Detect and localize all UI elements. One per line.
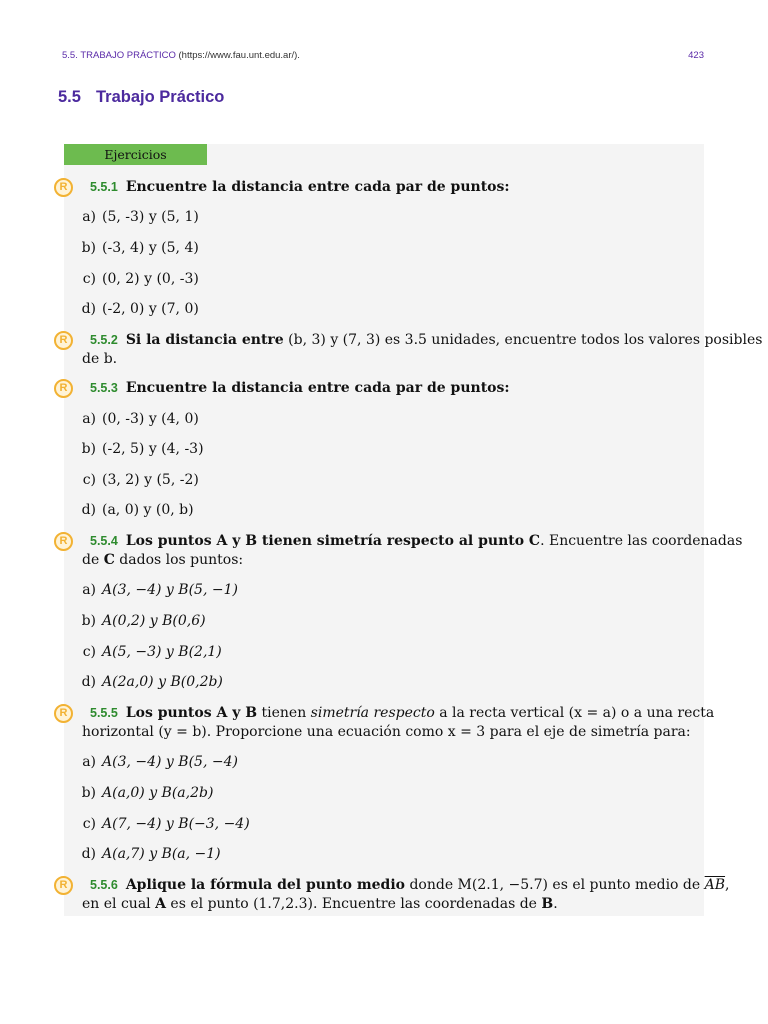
item-label: b) [81, 441, 96, 457]
item-text: (3, 2) y (5, -2) [102, 472, 199, 488]
item-text: (0, 2) y (0, -3) [102, 271, 199, 287]
list-item [70, 815, 250, 833]
item-label: a) [82, 209, 96, 225]
section-title [58, 88, 224, 107]
list-item [70, 501, 194, 519]
exercise-number: 5.5.2 [90, 333, 118, 347]
item-text: (5, -3) y (5, 1) [102, 209, 199, 225]
list-item [70, 673, 223, 691]
item-text: A(a,0) y B(a,2b) [102, 785, 214, 801]
list-item [70, 581, 238, 599]
exercise-5-5-1 [90, 178, 510, 196]
item-label: b) [81, 613, 96, 629]
line2-bold: C [103, 552, 115, 568]
exercise-5-5-5 [90, 704, 714, 722]
exercise-bold: Aplique la fórmula del punto medio [125, 877, 405, 893]
item-label: a) [82, 411, 96, 427]
item-text: A(0,2) y B(0,6) [102, 613, 206, 629]
answer-badge-icon[interactable]: R [54, 178, 73, 197]
exercise-number: 5.5.4 [90, 534, 118, 548]
exercise-text: donde M(2.1, −5.7) es el punto medio de [405, 877, 705, 893]
list-item [70, 753, 238, 771]
exercise-tail: , [725, 877, 730, 893]
exercise-line2: de b. [82, 351, 118, 367]
exercise-bold: Si la distancia entre [125, 332, 284, 348]
item-label: b) [81, 240, 96, 256]
section-title-text: Trabajo Práctico [96, 88, 225, 106]
list-item [70, 300, 199, 318]
list-item [70, 845, 221, 863]
page-number: 423 [688, 50, 704, 61]
item-label: c) [82, 816, 96, 832]
exercise-number: 5.5.1 [90, 180, 118, 194]
item-text: A(2a,0) y B(0,2b) [102, 674, 223, 690]
exercise-number: 5.5.6 [90, 878, 118, 892]
exercise-5-5-6 [90, 876, 730, 894]
item-text: A(3, −4) y B(5, −4) [102, 754, 238, 770]
item-label: a) [82, 754, 96, 770]
item-text: A(5, −3) y B(2,1) [102, 644, 222, 660]
list-item [70, 643, 222, 661]
item-text: (-2, 5) y (4, -3) [102, 441, 204, 457]
item-label: d) [81, 846, 96, 862]
line2-pre: de [82, 552, 104, 568]
exercise-bold: Los puntos A y B tienen simetría respecto al punto C [125, 533, 541, 549]
line2-bold-a: A [155, 896, 166, 912]
exercises-tab: Ejercicios [64, 144, 207, 165]
exercise-5-5-3 [90, 379, 510, 397]
exercise-line2 [82, 551, 243, 569]
exercise-text: (b, 3) y (7, 3) es 3.5 unidades, encuentre todos los valores posibles [283, 332, 763, 348]
item-text: (0, -3) y (4, 0) [102, 411, 199, 427]
exercise-number: 5.5.3 [90, 381, 118, 395]
item-text: A(3, −4) y B(5, −1) [102, 582, 238, 598]
list-item [70, 270, 199, 288]
item-label: c) [82, 271, 96, 287]
list-item [70, 471, 199, 489]
exercise-line2: horizontal (y = b). Proporcione una ecuación como x = 3 para el eje de simetría para: [82, 724, 691, 740]
header-section-label: 5.5. TRABAJO PRÁCTICO [62, 50, 176, 61]
answer-badge-icon[interactable]: R [54, 331, 73, 350]
list-item [70, 410, 199, 428]
item-label: c) [82, 644, 96, 660]
item-text: A(7, −4) y B(−3, −4) [102, 816, 250, 832]
item-label: d) [81, 674, 96, 690]
item-text: (-3, 4) y (5, 4) [102, 240, 199, 256]
exercise-number: 5.5.5 [90, 706, 118, 720]
item-text: (-2, 0) y (7, 0) [102, 301, 199, 317]
exercise-line2 [82, 895, 558, 913]
line2-mid: es el punto (1.7,2.3). Encuentre las coordenadas de [165, 896, 542, 912]
item-label: c) [82, 472, 96, 488]
item-text: A(a,7) y B(a, −1) [102, 846, 221, 862]
section-number: 5.5 [58, 88, 81, 106]
list-item [70, 208, 199, 226]
header-section [62, 50, 300, 61]
exercise-text: . Encuentre las coordenadas [540, 533, 743, 549]
line2-post: dados los puntos: [114, 552, 244, 568]
exercise-prompt: Encuentre la distancia entre cada par de puntos: [125, 179, 510, 195]
item-label: b) [81, 785, 96, 801]
item-label: d) [81, 301, 96, 317]
header-url[interactable]: (https://www.fau.unt.edu.ar/). [178, 50, 300, 61]
exercise-5-5-2 [90, 331, 762, 349]
exercise-bold: Los puntos A y B [125, 705, 258, 721]
list-item [70, 784, 213, 802]
item-text: (a, 0) y (0, b) [102, 502, 194, 518]
line2-post: . [553, 896, 558, 912]
exercise-prompt: Encuentre la distancia entre cada par de puntos: [125, 380, 510, 396]
exercise-italic: simetría respecto [310, 705, 435, 721]
line2-bold-b: B [541, 896, 554, 912]
list-item [70, 612, 206, 630]
answer-badge-icon[interactable]: R [54, 704, 73, 723]
list-item [70, 239, 199, 257]
line2-pre: en el cual [82, 896, 156, 912]
item-label: d) [81, 502, 96, 518]
exercise-text-b: a la recta vertical (x = a) o a una recta [434, 705, 715, 721]
running-header [62, 50, 704, 64]
segment-ab: $\overline{AB}$ [704, 877, 726, 893]
item-label: a) [82, 582, 96, 598]
exercise-5-5-4 [90, 532, 742, 550]
answer-badge-icon[interactable]: R [54, 379, 73, 398]
answer-badge-icon[interactable]: R [54, 532, 73, 551]
exercise-text-a: tienen [257, 705, 311, 721]
list-item [70, 440, 204, 458]
answer-badge-icon[interactable]: R [54, 876, 73, 895]
